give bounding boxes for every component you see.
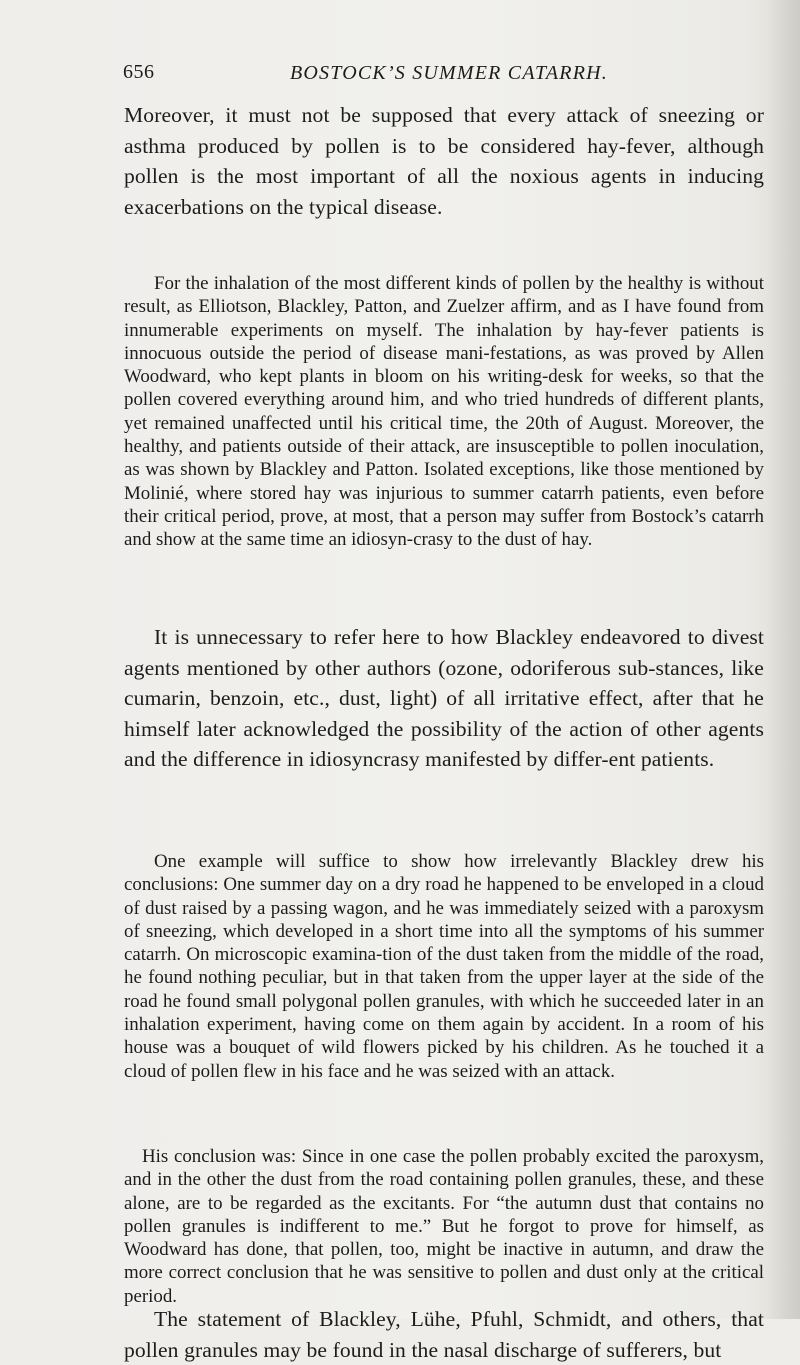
page-edge-shadow	[766, 0, 800, 1319]
page-number: 656	[123, 61, 155, 83]
running-head-title: BOSTOCK’S SUMMER CATARRH.	[290, 62, 608, 84]
paragraph-pollen-discharge: The statement of Blackley, Lühe, Pfuhl, Schmidt, and others, that pollen granules may be found in the nasal discharge of sufferers, but	[124, 1307, 764, 1362]
paragraph-blackley-example: One example will suffice to show how irrelevantly Blackley drew his conclusions: One summer day on a dry road he happened to be enveloped in a cloud of dust raised by a passing wagon, and he was immediately seized with a paroxysm of sneezing, which developed in a short time into all the symptoms of his summer catarrh. On microscopic examina-tion of the dust taken from the middle of the road, he found nothing peculiar, but in that taken from the upper layer at the side of the road he found small polygonal pollen granules, with which he succeeded later in an inhalation experiment, having come on them again by accident. In a room of his house was a bouquet of wild flowers picked by his children. As he touched it a cloud of pollen flew in his face and he was seized with an attack.	[124, 851, 764, 1082]
paragraph-other-agents: It is unnecessary to refer here to how Blackley endeavored to divest agents mentioned by other authors (ozone, odoriferous sub-stances, like cumarin, benzoin, etc., dust, light) of all irritative effect, after that he himself later acknowledged the possibility of the action of other agents and the difference in idiosyncrasy manifested by differ-ent patients.	[124, 625, 764, 771]
page-bottom-cut	[124, 1315, 764, 1316]
paragraph-sneezing-asthma: Moreover, it must not be supposed that every attack of sneezing or asthma produced by pollen is to be considered hay-fever, although pollen is the most important of all the noxious agents in inducing exacerbations on the typical disease.	[124, 103, 764, 219]
paragraph-inhalation-experiments: For the inhalation of the most different kinds of pollen by the healthy is without result, as Elliotson, Blackley, Patton, and Zuelzer affirm, and as I have found from innumerable experiments on myself. The inhalation by hay-fever patients is innocuous outside the period of disease mani-festations, as was proved by Allen Woodward, who kept plants in bloom on his writing-desk for weeks, so that the pollen covered everything around him, and who tried hundreds of different plants, yet remained unaffected until his critical time, the 20th of August. Moreover, the healthy, and patients outside of their attack, are insusceptible to pollen inoculation, as was shown by Blackley and Patton. Isolated exceptions, like those mentioned by Molinié, where stored hay was injurious to summer catarrh patients, even before their critical period, prove, at most, that a person may suffer from Bostock’s catarrh and show at the same time an idiosyn-crasy to the dust of hay.	[124, 273, 764, 551]
paragraph-blackley-conclusion: His conclusion was: Since in one case the pollen probably excited the paroxysm, and in the other the dust from the road containing pollen granules, these, and these alone, are to be regarded as the excitants. For “the autumn dust that contains no pollen granules is indifferent to me.” But he forgot to prove for himself, as Woodward has done, that pollen, too, might be inactive in autumn, and draw the more correct conclusion that he was sensitive to pollen and dust only at the critical period.	[124, 1146, 764, 1307]
